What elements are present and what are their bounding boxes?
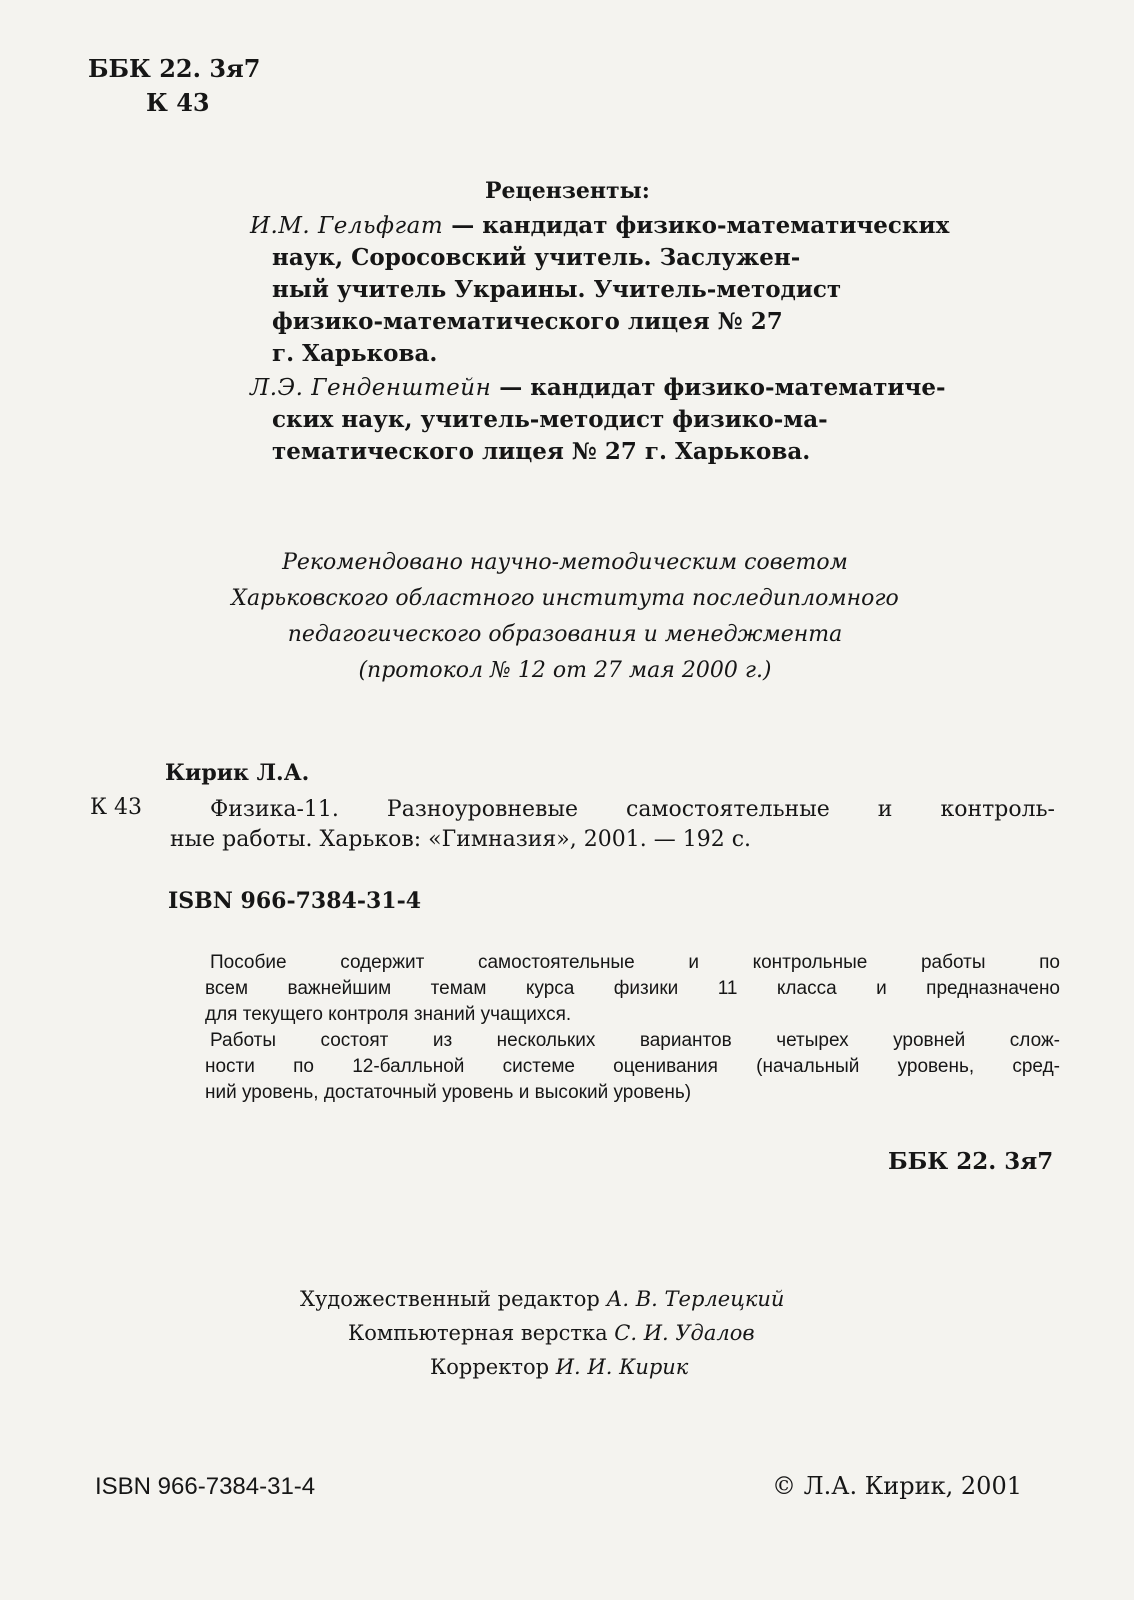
credit-person: С. И. Удалов — [614, 1321, 755, 1345]
copyright-notice: © Л.А. Кирик, 2001 — [772, 1472, 1022, 1500]
isbn-footer: ISBN 966-7384-31-4 — [95, 1473, 316, 1500]
bbk-code: ББК 22. 3я7 — [88, 54, 261, 83]
reviewer-name: Л.Э. Генденштейн — [250, 375, 492, 401]
bbk-classification-top — [88, 52, 260, 120]
reviewer-entry — [250, 372, 1060, 468]
annotation — [205, 950, 1060, 1106]
annotation-line: Пособие содержит самостоятельные и контрольные работы по — [210, 952, 1060, 973]
reviewer-desc-line: тематического лицея № 27 г. Харькова. — [272, 438, 811, 465]
catalog-description — [170, 795, 1070, 855]
annotation-line: для текущего контроля знаний учащихся. — [205, 1004, 572, 1025]
reviewer-name: И.М. Гельфгат — [250, 213, 444, 239]
reviewer-desc-line: — кандидат физико-математических — [451, 212, 950, 239]
annotation-line: ности по 12-балльной системе оценивания (начальный уровень, сред- — [205, 1056, 1060, 1077]
catalog-index: К 43 — [90, 795, 143, 820]
catalog-desc-line: Физика-11. Разноуровневые самостоятельные и контроль- — [210, 797, 1055, 822]
reviewer-desc-line: наук, Соросовский учитель. Заслужен- — [272, 244, 801, 271]
reviewer-desc-line: ный учитель Украины. Учитель-методист — [272, 276, 842, 303]
reviewer-desc-line: — кандидат физико-математиче- — [499, 374, 946, 401]
credit-proofreader — [300, 1350, 784, 1384]
credit-person: А. В. Терлецкий — [606, 1287, 785, 1311]
recommendation-line: (протокол № 12 от 27 мая 2000 г.) — [358, 658, 772, 683]
credit-role: Корректор — [430, 1355, 550, 1379]
annotation-line: Работы состоят из нескольких вариантов четырех уровней слож- — [210, 1030, 1060, 1051]
catalog-desc-line: ные работы. Харьков: «Гимназия», 2001. — 192 с. — [170, 827, 752, 852]
annotation-line: ний уровень, достаточный уровень и высокий уровень) — [205, 1082, 692, 1103]
author-mark: К 43 — [146, 88, 210, 117]
credit-layout — [300, 1316, 784, 1350]
credit-role: Компьютерная верстка — [348, 1321, 608, 1345]
reviewer-desc-line: ских наук, учитель-методист физико-ма- — [272, 406, 828, 433]
reviewer-entry — [250, 210, 1060, 370]
reviewers-heading: Рецензенты: — [485, 178, 650, 204]
bbk-classification-bottom: ББК 22. 3я7 — [888, 1148, 1054, 1175]
credit-role: Художественный редактор — [300, 1287, 600, 1311]
recommendation-line: педагогического образования и менеджмента — [287, 622, 843, 647]
recommendation-line: Харьковского областного института последипломного — [231, 586, 899, 611]
annotation-paragraph — [205, 950, 1060, 1028]
credits — [300, 1282, 784, 1384]
credit-person: И. И. Кирик — [555, 1355, 689, 1379]
isbn-catalog: ISBN 966-7384-31-4 — [168, 888, 422, 914]
reviewer-desc-line: физико-математического лицея № 27 — [272, 308, 783, 335]
reviewer-desc-line: г. Харькова. — [272, 340, 438, 367]
catalog-author: Кирик Л.А. — [165, 760, 310, 786]
annotation-line: всем важнейшим темам курса физики 11 класса и предназначено — [205, 978, 1060, 999]
annotation-paragraph — [205, 1028, 1060, 1106]
credit-art-editor — [300, 1282, 784, 1316]
recommendation-line: Рекомендовано научно-методическим советом — [282, 550, 848, 575]
recommendation-statement — [140, 545, 990, 689]
